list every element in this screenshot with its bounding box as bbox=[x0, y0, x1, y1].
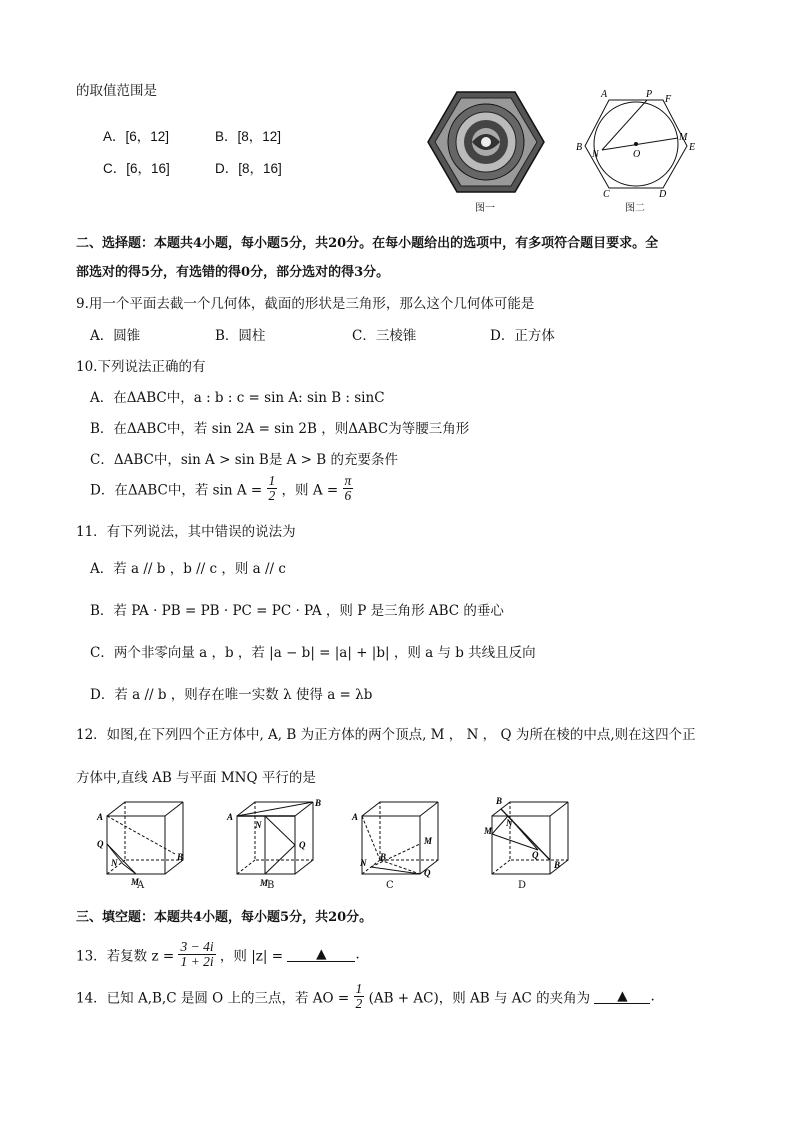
svg-text:Q: Q bbox=[532, 850, 539, 860]
q14-fraction bbox=[354, 982, 365, 1011]
numerator: 3 − 4i bbox=[180, 939, 214, 954]
q8-stem-tail: 的取值范围是 bbox=[76, 83, 157, 99]
svg-text:N: N bbox=[111, 858, 118, 868]
svg-text:Q: Q bbox=[299, 840, 306, 850]
q14-pre: 14．已知 A,B,C 是圆 O 上的三点，若 AO = bbox=[76, 990, 350, 1007]
q10-option-b: B．在ΔABC中，若 sin 2A = sin 2B ，则ΔABC为等腰三角形 bbox=[90, 421, 470, 437]
q13-fraction bbox=[178, 940, 215, 969]
q9-option-d: D．正方体 bbox=[490, 328, 555, 344]
numerator: π bbox=[344, 473, 352, 488]
q9-stem: 9.用一个平面去截一个几何体，截面的形状是三角形，那么这个几何体可能是 bbox=[76, 296, 535, 312]
svg-text:A: A bbox=[227, 812, 234, 822]
q12-cube-a-caption: A bbox=[137, 880, 145, 891]
q9-option-a: A．圆锥 bbox=[90, 328, 141, 344]
svg-text:B: B bbox=[315, 798, 322, 808]
fig2-label-e: E bbox=[689, 142, 696, 153]
svg-text:N: N bbox=[360, 858, 367, 868]
q13-pre: 13．若复数 z = bbox=[76, 948, 175, 965]
numerator: 1 bbox=[268, 473, 276, 488]
svg-text:Q: Q bbox=[424, 868, 431, 878]
svg-text:M: M bbox=[424, 836, 433, 846]
q10-option-c: C．ΔABC中，sin A > sin B是 A > B 的充要条件 bbox=[90, 452, 399, 468]
q9-option-c: C．三棱锥 bbox=[352, 328, 417, 344]
q10-option-d-fraction-2 bbox=[343, 474, 354, 503]
q12-cube-c bbox=[350, 798, 450, 892]
q14-end: . bbox=[650, 988, 655, 1005]
fig2-label-f: F bbox=[665, 94, 672, 105]
q13-end: . bbox=[355, 946, 360, 963]
q10-option-d bbox=[90, 474, 353, 503]
q12-cube-b bbox=[225, 794, 325, 892]
svg-text:B: B bbox=[380, 852, 387, 862]
fig2-label-m: M bbox=[679, 132, 688, 143]
q12-stem-cont: 方体中,直线 AB 与平面 MNQ 平行的是 bbox=[76, 770, 316, 786]
fig2-label-p: P bbox=[646, 89, 653, 100]
q12-cube-c-caption: C bbox=[386, 880, 394, 891]
q10-stem: 10.下列说法正确的有 bbox=[76, 359, 206, 375]
fig2-label-c: C bbox=[603, 189, 610, 198]
q10-option-d-pre: D．在ΔABC中，若 sin A = bbox=[90, 482, 263, 499]
q12-cube-d-caption: D bbox=[518, 880, 527, 891]
svg-text:B: B bbox=[177, 852, 184, 862]
fig2-label-b: B bbox=[576, 142, 583, 153]
q8-option-d: D．[8，16] bbox=[215, 161, 282, 176]
q10-option-a: A．在ΔABC中，a : b : c = sin A: sin B : sinC bbox=[90, 390, 385, 406]
svg-text:B: B bbox=[496, 796, 503, 806]
q13 bbox=[76, 940, 360, 969]
q14 bbox=[76, 982, 655, 1011]
fig2-label-o: O bbox=[633, 149, 641, 160]
numerator: 1 bbox=[355, 981, 363, 996]
denominator: 2 bbox=[355, 996, 363, 1011]
q14-mid: (AB + AC)，则 AB 与 AC 的夹角为 bbox=[368, 990, 591, 1007]
q9-option-b: B．圆柱 bbox=[215, 328, 266, 344]
svg-text:N: N bbox=[255, 820, 262, 830]
svg-text:B: B bbox=[554, 860, 561, 870]
denominator: 1 + 2i bbox=[180, 954, 214, 969]
q10-option-d-fraction-1 bbox=[267, 474, 278, 503]
q14-answer-blank[interactable]: ▲ bbox=[594, 989, 650, 1004]
section-3-header: 三、填空题：本题共4小题，每小题5分，共20分。 bbox=[76, 910, 373, 925]
section-2-header: 二、选择题：本题共4小题，每小题5分，共20分。在每小题给出的选项中，有多项符合题目要求。全 bbox=[76, 236, 659, 251]
q12-cube-b-caption: B bbox=[267, 880, 275, 891]
denominator: 2 bbox=[268, 488, 276, 503]
figure-1-caption: 图一 bbox=[475, 203, 495, 214]
svg-text:A: A bbox=[97, 812, 104, 822]
q11-option-d: D．若 a // b ，则存在唯一实数 λ 使得 a = λb bbox=[90, 687, 373, 703]
q11-option-b: B．若 PA · PB = PB · PC = PC · PA ，则 P 是三角形 ABC 的垂心 bbox=[90, 603, 504, 619]
q12-cube-d bbox=[480, 794, 580, 888]
q8-option-a: A．[6，12] bbox=[103, 129, 170, 144]
q8-option-b: B．[8，12] bbox=[215, 129, 282, 144]
q12-cube-a bbox=[95, 798, 195, 892]
figure-2-caption: 图二 bbox=[625, 203, 645, 214]
q11-stem: 11．有下列说法，其中错误的说法为 bbox=[76, 524, 296, 540]
section-2-header-cont: 部选对的得5分，有选错的得0分，部分选对的得3分。 bbox=[76, 265, 390, 280]
figure-2-hexagon-circle bbox=[575, 88, 700, 198]
denominator: 6 bbox=[344, 488, 352, 503]
q10-option-d-mid: ，则 A = bbox=[281, 482, 339, 499]
figure-1-hexagon-tile bbox=[425, 88, 547, 198]
svg-text:M: M bbox=[131, 877, 140, 887]
svg-text:N: N bbox=[506, 818, 513, 828]
svg-text:M: M bbox=[484, 826, 493, 836]
svg-text:Q: Q bbox=[97, 839, 104, 849]
fig2-label-a: A bbox=[601, 89, 608, 100]
q11-option-a: A．若 a // b ，b // c ，则 a // c bbox=[90, 561, 286, 577]
q13-post: ，则 |z| = bbox=[219, 948, 284, 965]
q12-stem: 12．如图,在下列四个正方体中, A, B 为正方体的两个顶点, M ， N ， Q 为所在棱的中点,则在这四个正 bbox=[76, 727, 696, 743]
q13-answer-blank[interactable]: ▲ bbox=[287, 947, 355, 962]
svg-text:M: M bbox=[260, 878, 269, 888]
fig2-label-n: N bbox=[592, 149, 599, 160]
fig2-label-d: D bbox=[659, 189, 667, 198]
svg-text:A: A bbox=[352, 812, 359, 822]
q11-option-c: C．两个非零向量 a ，b ，若 |a − b| = |a| + |b| ，则 a 与 b 共线且反向 bbox=[90, 645, 536, 661]
q8-option-c: C．[6，16] bbox=[103, 161, 170, 176]
